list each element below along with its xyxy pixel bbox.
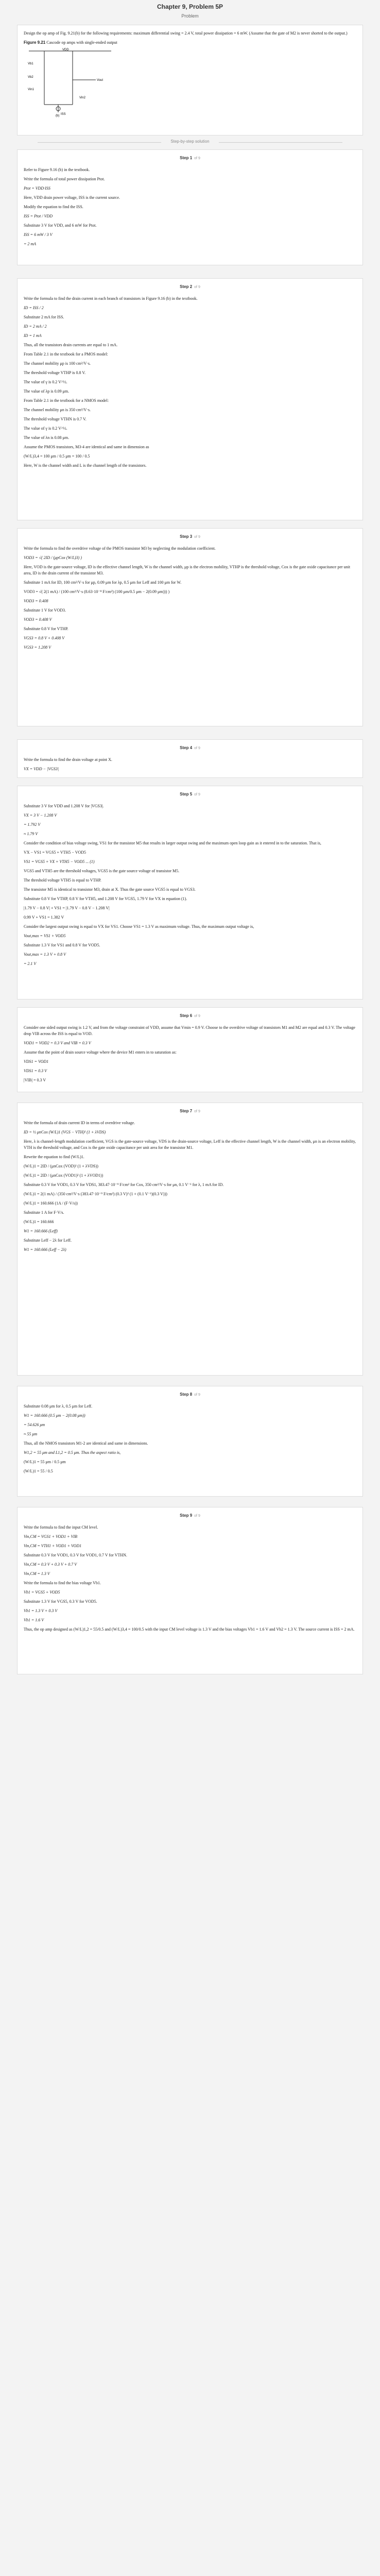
step-line: Thus, all the transistors drain currents are equal to 1 mA. (24, 343, 118, 347)
page-title: Chapter 9, Problem 5P (157, 3, 223, 10)
step-counter: of 9 (194, 1514, 200, 1518)
step-line: Substitute Leff − 2λ for Leff. (24, 1238, 72, 1243)
step-line: (W/L)3,4 = 100 μm / 0.5 μm = 100 / 0.5 (24, 454, 90, 459)
step-line: The threshold voltage VTHN is 0.7 V. (24, 417, 87, 421)
step-line: Consider one sided output swing is 1.2 V, and from the voltage constraint of VDD, assume that Vmin = 0.9 V. Choose to the overdrive voltage of transistors M1 and M2 are equal and 0.3 V. The voltage drop VIB across the ISS is equal to VOD. (24, 1025, 355, 1036)
step-line: The channel mobility μp is 100 cm²/V·s. (24, 361, 91, 366)
step-card-1 (17, 149, 363, 265)
step-title: Step 2 (180, 284, 193, 289)
step-line: Write the formula to find the drain voltage at point X. (24, 757, 112, 762)
step-line: Write the formula of drain current ID in terms of overdrive voltage. (24, 1121, 135, 1125)
solution-divider: Step-by-step solution (17, 139, 363, 144)
step-line: Vin,CM = 1.3 V (24, 1571, 50, 1576)
step-line: Write the formula to find the overdrive voltage of the PMOS transistor M3 by neglecting the modulation coefficient. (24, 546, 216, 551)
step-line: Here, W is the channel width and L is the channel length of the transistors. (24, 463, 147, 468)
step-line: VX − VS1 = VGS5 + VTH5 − VOD5 (24, 850, 87, 855)
step-line: Vin,CM = VGS1 + VOD1 + VIB (24, 1534, 78, 1539)
step-line: (W/L)1 = 2(1 mA) / (350 cm²/V·s (383.47·10⁻⁹ F/cm²) (0.3 V)² (1 + (0.1 V⁻¹)(0.3 V))) (24, 1192, 167, 1196)
step-counter: of 9 (194, 285, 200, 289)
step-line: Substitute 0.3 V for VOD1, 0.3 V for VOD1, 0.7 V for VTHN. (24, 1553, 127, 1557)
page-header (0, 0, 380, 19)
step-heading (24, 745, 356, 752)
step-heading (24, 534, 356, 540)
vin2-label: Vin2 (79, 96, 85, 99)
step-line: Assume that the point of drain source voltage where the device M1 enters in to saturation as: (24, 1050, 177, 1055)
step-line: 0.99 V + VS1 = 1.382 V (24, 915, 64, 920)
step-line: Write the formula to find the input CM level. (24, 1525, 98, 1530)
step-line: VOD1 = VOD2 = 0.3 V and VIB = 0.3 V (24, 1041, 91, 1045)
step-line: (W/L)1 = 160.666 (1A / (F·V/s)) (24, 1201, 78, 1206)
figure (24, 40, 356, 117)
step-counter: of 9 (194, 793, 200, 796)
circuit-diagram (24, 48, 116, 117)
step-line: (W/L)1 = 2ID / (μnCox (VOD)² (1 + λVDS)) (24, 1164, 98, 1168)
step-heading (24, 1108, 356, 1115)
step-heading (24, 791, 356, 798)
step-title: Step 8 (180, 1392, 193, 1397)
step-line: Substitute 1.3 V for VGS5, 0.3 V for VOD5. (24, 1599, 97, 1604)
figure-caption: Cascode op amps with single-ended output (46, 40, 117, 45)
step-line: (W/L)1 = 55 / 0.5 (24, 1469, 53, 1473)
step-line: W1 = 160.666 (Leff − 2λ) (24, 1247, 66, 1252)
step-line: = 54.626 μm (24, 1422, 45, 1427)
step-line: Here, λ is channel-length modulation coefficient, VGS is the gate-source voltage, VDS is the drain-source voltage, Leff is the effective channel length, W is the channel width, μn is an electron mobility, VTH is the threshold voltage, and Cox is the gate oxide capacitance per unit area for the transistor M1. (24, 1139, 356, 1150)
step-heading (24, 1392, 356, 1398)
step-line: VOD3 = 0.408 (24, 599, 48, 603)
step-title: Step 9 (180, 1513, 193, 1518)
step-line: W1 = 160.666 (Leff) (24, 1229, 58, 1233)
step-line: (W/L)1 = 2ID / (μnCox (VOD1)² (1 + λVOD1)) (24, 1173, 103, 1178)
step-heading (24, 1513, 356, 1519)
step-line: ID = 1 mA (24, 333, 42, 338)
step-counter: of 9 (194, 1110, 200, 1113)
step-line: Vout,max = VS1 + VOD5 (24, 934, 66, 938)
step-line: Substitute 0.8 V for VTHP, 0.8 V for VTH5, and 1.208 V for VGS5, 1.79 V for VX in equation (1). (24, 896, 187, 901)
step-line: VGS5 and VTH5 are the threshold voltages, VGS5 is the gate source voltage of transistor M5. (24, 869, 180, 873)
step-title: Step 1 (180, 156, 193, 160)
step-line: Vin,CM = 0.3 V + 0.3 V + 0.7 V (24, 1562, 77, 1567)
step-line: The value of γ is 0.2 V^½. (24, 426, 67, 431)
step-line: The channel mobility μn is 350 cm²/V·s. (24, 408, 91, 412)
vb2-label: Vb2 (28, 76, 33, 79)
step-line: VX = 3 V − 1.208 V (24, 813, 57, 818)
step-line: Substitute 1 mA for ID, 100 cm²/V·s for μp, 0.09 μm for λp, 0.5 μm for Leff and 100 μm for W. (24, 580, 182, 585)
step-card-4 (17, 739, 363, 778)
step-line: Write the formula of total power dissipation Ptot. (24, 177, 105, 181)
step-line: The value of λp is 0.09 μm. (24, 389, 70, 394)
step-line: Substitute 1 A for F·V/s. (24, 1210, 64, 1215)
step-card-2 (17, 278, 363, 520)
step-line: (W/L)1 = 55 μm / 0.5 μm (24, 1460, 66, 1464)
step-line: VS1 = VGS5 + VX + VTH5 − VOD5 ... (1) (24, 859, 95, 864)
vdd-label: VDD (62, 48, 69, 52)
step-line: W1,2 = 55 μm and L1,2 = 0.5 μm. Thus the aspect ratio is, (24, 1450, 121, 1455)
step-heading (24, 284, 356, 291)
step-line: W1 = 160.666 (0.5 μm − 2(0.08 μm)) (24, 1413, 85, 1418)
step-heading (24, 155, 356, 162)
figure-sub-label: (b) (56, 114, 60, 117)
step-line: Substitute 0.3 V for VOD1, 0.3 V for VDS1, 383.47·10⁻⁹ F/cm² for Cox, 350 cm²/V·s for μn, 0.1 V⁻¹ for λ, 1 mA for ID. (24, 1182, 224, 1187)
step-line: Here, VOD is the gate-source voltage, ID is the effective channel length, W is the channel width, μp is the electron mobility, VTHP is the threshold voltage, Cox is the gate oxide capacitance per unit area, ID is the drain current of the transistor M3. (24, 565, 351, 575)
step-line: The threshold voltage VTHP is 0.8 V. (24, 370, 86, 375)
step-line: Substitute 3 V for VDD, and 6 mW for Ptot. (24, 223, 97, 228)
step-line: VDS1 = 0.3 V (24, 1069, 47, 1073)
step-line: From Table 2.1 in the textbook for a NMOS model: (24, 398, 109, 403)
step-line: = 2.1 V (24, 961, 37, 966)
step-line: ≈ 1.79 V (24, 832, 38, 836)
step-title: Step 4 (180, 745, 193, 750)
step-line: From Table 2.1 in the textbook for a PMOS model: (24, 352, 108, 357)
step-line: The threshold voltage VTH5 is equal to VTHP. (24, 878, 101, 883)
step-card-7 (17, 1103, 363, 1376)
problem-text: Design the op amp of Fig. 9.21(b) for the following requirements: maximum differential swing = 2.4 V, total power dissipation = 6 mW. (Assume that the gate of M2 is never shorted to the output.) (24, 31, 348, 36)
step-title: Step 7 (180, 1109, 193, 1113)
problem-card (17, 25, 363, 135)
step-line: The value of λn is 0.08 μm. (24, 435, 70, 440)
step-line: |VIB| = 0.3 V (24, 1078, 46, 1082)
step-counter: of 9 (194, 1393, 200, 1397)
step-line: Substitute 3 V for VDD and 1.208 V for |VGS3|. (24, 804, 104, 808)
step-counter: of 9 (194, 747, 200, 750)
step-line: Refer to Figure 9.16 (b) in the textbook. (24, 167, 90, 172)
step-line: = 1.792 V (24, 822, 41, 827)
step-line: The transistor M5 is identical to transistor M3, drain at X. Thus the gate source VGS5 is equal to VGS3. (24, 887, 196, 892)
step-line: Vb1 = VGS5 + VOD5 (24, 1590, 60, 1595)
step-heading (24, 1013, 356, 1020)
step-line: ISS = Ptot / VDD (24, 214, 53, 218)
step-card-6 (17, 1007, 363, 1092)
step-line: Vb1 = 1.3 V + 0.3 V (24, 1608, 58, 1613)
step-line: Here, VDD drain power voltage, ISS is the current source. (24, 195, 120, 200)
step-line: Substitute 0.8 V for VTHP. (24, 626, 68, 631)
step-card-3 (17, 528, 363, 726)
step-line: Assume the PMOS transistors, M3-4 are identical and same in dimension as (24, 445, 149, 449)
step-card-9 (17, 1507, 363, 1674)
step-card-8 (17, 1386, 363, 1497)
step-line: Modify the equation to find the ISS. (24, 205, 83, 209)
step-line: = 2 mA (24, 242, 37, 246)
vin1-label: Vin1 (28, 88, 34, 91)
step-line: VOD3 = √( 2(1 mA) / (100 cm²/V·s (8.63·10⁻⁸ F/cm²) (100 μm/0.5 μm − 2(0.09 μm))) ) (24, 589, 170, 594)
step-line: VDS1 = VOD1 (24, 1059, 49, 1064)
step-title: Step 6 (180, 1013, 193, 1018)
step-line: VOD3 = √( 2ID / (μpCox (W/L)3) ) (24, 555, 82, 560)
step-line: Write the formula to find the drain current in each branch of transistors in Figure 9.16 (b) in the textbook. (24, 296, 198, 301)
step-line: Ptot = VDD·ISS (24, 186, 50, 191)
step-line: VGS3 = 0.8 V + 0.408 V (24, 636, 65, 640)
step-card-5 (17, 786, 363, 999)
step-counter: of 9 (194, 535, 200, 539)
step-title: Step 5 (180, 792, 193, 796)
step-line: Substitute 1 V for VOD3. (24, 608, 66, 613)
step-line: VGS3 = 1.208 V (24, 645, 51, 650)
step-line: Substitute 0.08 μm for λ, 0.5 μm for Leff. (24, 1404, 93, 1409)
step-line: ID = ISS / 2 (24, 306, 44, 310)
step-line: Thus, the op amp designed as (W/L)1,2 = 55/0.5 and (W/L)3,4 = 100/0.5 with the input CM level voltage is 1.3 V and the bias voltages Vb1 = 1.6 V and Vb2 = 1.3 V. The source current is ISS = 2 mA. (24, 1627, 355, 1632)
step-line: VX = VDD − |VGS3| (24, 767, 59, 771)
step-line: Consider the condition of bias voltage swing, VS1 for the transistor M5 that results in larger output swing and the maximum open loop gain as it entered in to the saturation. That is, (24, 841, 321, 845)
step-title: Step 3 (180, 534, 193, 539)
step-line: ID = ½ μnCox (W/L)1 (VGS − VTH)² (1 + λVDS) (24, 1130, 106, 1134)
vout-label: Vout (97, 79, 103, 82)
step-line: Substitute 2 mA for ISS. (24, 315, 64, 319)
step-counter: of 9 (194, 157, 200, 160)
iss-label: ISS (61, 113, 66, 116)
step-line: Write the formula to find the bias voltage Vb1. (24, 1581, 101, 1585)
step-line: |1.79 V − 0.8 V| + VS1 = |1.79 V − 0.8 V − 1.208 V| (24, 906, 110, 910)
page-subtitle: Problem (181, 13, 199, 19)
step-line: Vb1 = 1.6 V (24, 1618, 44, 1622)
step-counter: of 9 (194, 1014, 200, 1018)
figure-label: Figure 9.21 (24, 40, 46, 45)
step-line: VOD3 = 0.408 V (24, 617, 52, 622)
step-line: Rewrite the equation to find (W/L)1. (24, 1155, 84, 1159)
step-line: ISS = 6 mW / 3 V (24, 232, 53, 237)
step-line: Thus, all the NMOS transistors M1-2 are identical and same in dimensions. (24, 1441, 148, 1446)
step-line: Vout,max = 1.3 V + 0.8 V (24, 952, 66, 957)
step-line: Substitute 1.3 V for VS1 and 0.8 V for VOD5. (24, 943, 100, 947)
step-line: ID = 2 mA / 2 (24, 324, 47, 329)
step-line: The value of γ is 0.2 V^½. (24, 380, 67, 384)
vb1-label: Vb1 (28, 62, 33, 65)
step-line: Vin,CM = VTH1 + VOD1 + VOD1 (24, 1544, 82, 1548)
step-line: Consider the largest output swing is equal to VX for VS1. Choose VS1 = 1.3 V as maximum voltage. Thus, the maximum output voltage is, (24, 924, 254, 929)
step-line: ≈ 55 μm (24, 1432, 38, 1436)
step-line: (W/L)1 = 160.666 (24, 1219, 54, 1224)
